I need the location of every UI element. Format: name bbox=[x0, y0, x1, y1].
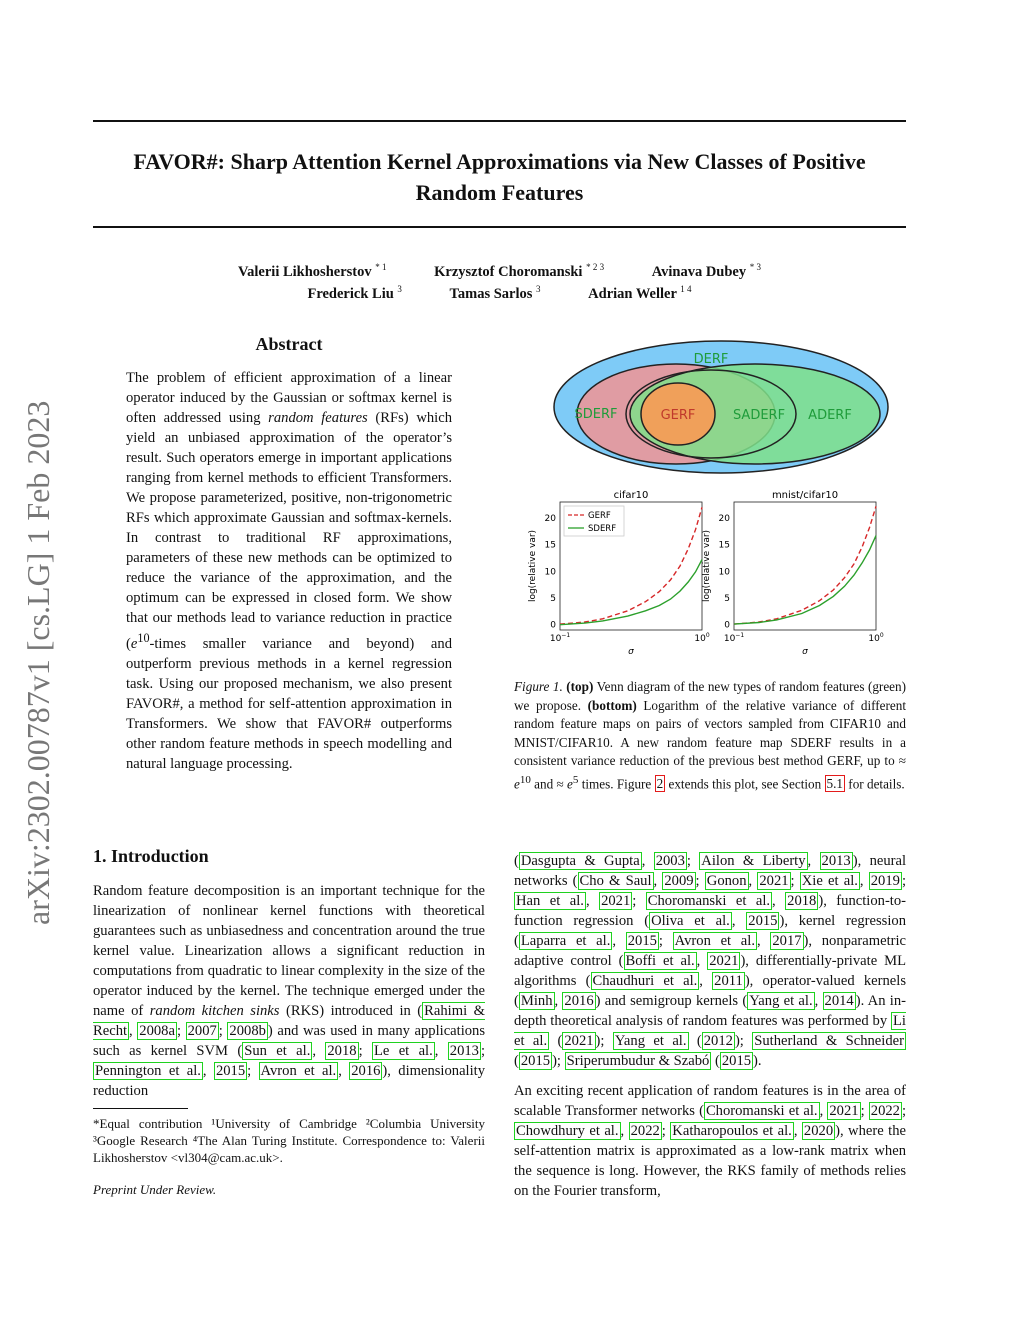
section-heading-introduction: 1. Introduction bbox=[93, 846, 209, 866]
author-affiliation: 3 bbox=[536, 284, 541, 294]
venn-label-gerf: GERF bbox=[660, 408, 696, 423]
venn-label-saderf: SADERF bbox=[732, 408, 786, 423]
author-list-row-1 bbox=[93, 262, 906, 281]
citation-link[interactable]: 2017 bbox=[772, 933, 802, 949]
citation-link[interactable]: Avron et al. bbox=[674, 933, 755, 949]
caption-text: Venn diagram of the new types of random features (green) we propose. bbox=[514, 679, 907, 713]
author-affiliation: * 3 bbox=[749, 262, 761, 272]
citation-link[interactable]: Choromanski et al. bbox=[705, 1103, 818, 1119]
abstract-text: The problem of efficient approximation of a linear operator induced by the Gaussian or softmax kernel is often addressed using bbox=[126, 370, 452, 426]
citation-link[interactable]: Sriperumbudur & Szabó bbox=[566, 1053, 710, 1069]
citation-link[interactable]: 2022 bbox=[630, 1123, 660, 1139]
citation-link[interactable]: Li et al. bbox=[514, 1013, 906, 1049]
citation-link[interactable]: 2014 bbox=[824, 993, 854, 1009]
y-tick-label: 0 bbox=[550, 620, 556, 631]
preprint-notice: Preprint Under Review. bbox=[93, 1182, 217, 1197]
citation-link[interactable]: Sutherland & Schneider bbox=[754, 1033, 904, 1049]
math-exponent: 10 bbox=[137, 631, 150, 645]
body-text: ). An in-depth theoretical analysis of random features was performed by bbox=[514, 993, 906, 1029]
author-item bbox=[307, 284, 401, 303]
citation-link[interactable]: Rahimi & Recht bbox=[93, 1003, 485, 1039]
x-tick-label: $10^0$ bbox=[694, 632, 710, 644]
figure-caption bbox=[514, 678, 906, 793]
body-text: ( bbox=[514, 853, 519, 869]
venn-label-aderf: ADERF bbox=[808, 408, 852, 423]
x-tick-label: $10^{-1}$ bbox=[723, 632, 745, 644]
legend-sderf-label: SDERF bbox=[588, 524, 617, 534]
body-text: ), nonparametric adaptive control ( bbox=[514, 933, 907, 969]
body-text: (RKS) introduced in ( bbox=[285, 1003, 423, 1019]
caption-text: Logarithm of the relative variance of different random feature maps on pairs of vectors sampled from CIFAR10 and MNIST/CIFAR10. A new random feature map SDERF results in a consistent variance reduction of the previous best method GERF, up to ≈ bbox=[514, 697, 907, 768]
author-affiliation: * 1 bbox=[375, 262, 387, 272]
body-text: Random feature decomposition is an important technique for the linearization of nonlinear kernel functions with theoretical guarantees such as unbiasedness and concentration around the true kernel value. Linearization allows a significant reduction in computations from quadratic to linear complexity in the size of the operator induced by the kernel. The technique emerged under the name of bbox=[93, 883, 485, 1019]
author-affiliation: 3 bbox=[397, 284, 402, 294]
caption-bold: (top) bbox=[566, 679, 594, 694]
citation-link[interactable]: 2008a bbox=[139, 1023, 175, 1039]
abstract-emphasis: random features bbox=[268, 410, 368, 426]
abstract-body bbox=[126, 368, 452, 774]
citation-link[interactable]: 2015 bbox=[520, 1053, 551, 1069]
caption-bold: (bottom) bbox=[587, 697, 637, 713]
y-tick-label: 0 bbox=[724, 620, 730, 631]
plot-legend bbox=[564, 506, 624, 536]
math-e: e bbox=[514, 775, 520, 791]
abstract-text: -times smaller variance and beyond) and outperform previous methods in a kernel regression task. Using our proposed mechanism, we also present FAVOR#, a method for self-attention approximation in Transformers. We show that FAVOR# outperforms other random feature methods in speech modelling and natural language processing. bbox=[126, 635, 452, 772]
y-tick-label: 15 bbox=[718, 540, 730, 551]
plot-cifar10 bbox=[528, 490, 710, 657]
right-column-paragraph-1: ( Dasgupta & Gupta , 2003 ; Ailon & Liberty , 2013 ), neural networks ( Cho & Saul , 2009 ; Gonon , 2021 ; Xie et al. , 2019 ; Han et al. , 2021 ; Choromanski et al. , 2018 ), function-to-function regression ( Oliva et al. , 2015 ), kernel regression ( Laparra et al. , 2015 ; Avron et al. , 2017 ), nonparametric adaptive control ( Boffi et al. , 2021 ), differentially-private ML algorithms ( Chaudhuri et al. , 2011 ), operator-valued kernels ( Minh , 2016 ) and semigroup kernels ( Yang et al. , 2014 ). An in-depth theoretical analysis of random features was performed by Li et al. ( 2021 ); Yang et al. ( 2012 ); Sutherland & Schneider ( 2015 ); Sriperumbudur & Szabó ( 2015 ). bbox=[514, 853, 907, 1069]
section-reference-link[interactable]: 5.1 bbox=[826, 775, 843, 791]
body-text: ), function-to-function regression ( bbox=[514, 893, 907, 929]
author-item bbox=[450, 284, 541, 303]
abstract-text: (RFs) which yield an unbiased approximation of the operator’s result. Such operators emerge in important applications ranging from kernel methods to efficient Transformers. We propose parameterized, positive, non-trigonometric RFs which approximate Gaussian and softmax-kernels. In contrast to traditional RF approximations, parameters of these new methods can be optimized to reduce the variance of the approximation, and the optimum can be expressed in closed form. We show that our methods lead to variance reduction in practice ( bbox=[126, 410, 452, 652]
citation-link[interactable]: Yang et al. bbox=[749, 993, 813, 1009]
caption-text: times. Figure bbox=[581, 775, 652, 791]
citation-link[interactable]: 2021 bbox=[601, 893, 631, 909]
body-text: An exciting recent application of random features is in the area of scalable Transformer networks ( bbox=[514, 1083, 906, 1119]
citation-link[interactable]: 2018 bbox=[327, 1043, 357, 1059]
venn-diagram bbox=[548, 336, 894, 476]
footnote-affiliations: *Equal contribution ¹University of Cambridge ²Columbia University ³Google Research ⁴The Alan Turing Institute. Correspondence to: Valerii Likhosherstov <vl304@cam.ac.uk>. bbox=[93, 1116, 485, 1165]
author-affiliation: 1 4 bbox=[680, 284, 692, 294]
body-text: ), operator-valued kernels ( bbox=[514, 973, 906, 1009]
citation-link[interactable]: 2009 bbox=[664, 873, 694, 889]
citation-link[interactable]: 2012 bbox=[703, 1033, 733, 1049]
citation-link[interactable]: Pennington et al. bbox=[95, 1063, 201, 1079]
y-tick-label: 5 bbox=[724, 594, 730, 604]
x-axis-label: σ bbox=[802, 647, 808, 657]
citation-link[interactable]: 2016 bbox=[564, 993, 594, 1009]
citation-link[interactable]: 2021 bbox=[564, 1033, 594, 1049]
math-e: e bbox=[130, 635, 138, 652]
citation-link[interactable]: 2016 bbox=[351, 1063, 381, 1079]
plot-axes-frame bbox=[734, 502, 876, 630]
citation-link[interactable]: Chowdhury et al. bbox=[516, 1123, 619, 1139]
variance-plots bbox=[528, 488, 894, 664]
citation-link[interactable]: 2013 bbox=[449, 1043, 479, 1059]
citation-link[interactable]: 2019 bbox=[870, 873, 900, 889]
citation-link[interactable]: 2013 bbox=[821, 853, 851, 869]
author-list-row-2 bbox=[93, 284, 906, 303]
math-exponent: 10 bbox=[519, 773, 531, 786]
plot-mnist-cifar10 bbox=[702, 490, 884, 657]
body-text: ) and semigroup kernels ( bbox=[595, 993, 748, 1009]
citation-link[interactable]: Katharopoulos et al. bbox=[672, 1123, 792, 1139]
math-e: e bbox=[567, 775, 573, 791]
author-name: Adrian Weller bbox=[588, 285, 677, 302]
citation-link[interactable]: Cho & Saul bbox=[579, 873, 652, 889]
y-tick-labels bbox=[719, 514, 731, 631]
citation-link[interactable]: Chaudhuri et al. bbox=[592, 973, 698, 989]
y-tick-label: 5 bbox=[550, 594, 556, 604]
y-tick-label: 20 bbox=[544, 514, 556, 524]
citation-link[interactable]: 2015 bbox=[627, 933, 657, 949]
abstract-heading: Abstract bbox=[255, 334, 323, 354]
citation-link[interactable]: 2015 bbox=[748, 913, 778, 929]
y-tick-label: 10 bbox=[718, 567, 730, 578]
citation-link[interactable]: Boffi et al. bbox=[625, 953, 695, 969]
author-affiliation: * 2 3 bbox=[586, 262, 605, 272]
citation-link[interactable]: Sun et al. bbox=[244, 1043, 311, 1059]
citation-link[interactable]: Gonon bbox=[706, 873, 747, 889]
citation-link[interactable]: Oliva et al. bbox=[651, 913, 730, 929]
legend-gerf-label: GERF bbox=[588, 511, 611, 521]
body-text: ), dimensionality reduction bbox=[93, 1063, 486, 1099]
y-tick-label: 15 bbox=[544, 540, 556, 551]
citation-link[interactable]: 2021 bbox=[829, 1103, 859, 1119]
x-axis-label: σ bbox=[628, 647, 634, 657]
title-line-2: Random Features bbox=[415, 180, 584, 205]
body-emphasis: random kitchen sinks bbox=[149, 1003, 280, 1019]
x-tick-label: $10^0$ bbox=[868, 632, 884, 644]
plot-title: cifar10 bbox=[613, 490, 649, 501]
citation-link[interactable]: 2003 bbox=[655, 853, 685, 869]
figure-reference-link[interactable]: 2 bbox=[656, 775, 664, 791]
body-text: ), neural networks ( bbox=[514, 853, 907, 889]
title-line-1: FAVOR#: Sharp Attention Kernel Approximations via New Classes of Positive bbox=[133, 149, 866, 174]
citation-link[interactable]: 2022 bbox=[870, 1103, 900, 1119]
author-name: Frederick Liu bbox=[307, 285, 394, 302]
introduction-body: Random feature decomposition is an important technique for the linearization of nonlinear kernel functions with theoretical guarantees such as unbiasedness and concentration around the true kernel value. Linearization allows a significant reduction in computations from quadratic to linear complexity in the size of the operator induced by the kernel. The technique emerged under the name of random kitchen sinks (RKS) introduced in ( Rahimi & Recht , 2008a ; 2007 ; 2008b ) and was used in many applications such as kernel SVM ( Sun et al. , 2018 ; Le et al. , 2013 ; Pennington et al. , 2015 ; Avron et al. , 2016 ), dimensionality reduction bbox=[93, 883, 486, 1099]
venn-label-derf: DERF bbox=[693, 352, 729, 367]
citation-link[interactable]: Yang et al. bbox=[614, 1033, 687, 1049]
y-axis-label: log(relative var) bbox=[702, 529, 712, 603]
math-exponent: 5 bbox=[572, 773, 579, 786]
footnote-rule bbox=[93, 1108, 188, 1109]
citation-link[interactable]: 2008b bbox=[229, 1023, 266, 1039]
citation-link[interactable]: Xie et al. bbox=[801, 873, 858, 889]
y-tick-label: 20 bbox=[718, 514, 730, 524]
citation-link[interactable]: Avron et al. bbox=[260, 1063, 337, 1079]
title-bottom-rule bbox=[93, 226, 906, 228]
citation-link[interactable]: 2020 bbox=[803, 1123, 834, 1139]
body-text: ) and was used in many applications such as kernel SVM ( bbox=[93, 1023, 486, 1059]
body-text: ), where the self-attention matrix is approximated as a low-rank matrix when the sequence is long. However, the RKS family of methods relies on the Fourier transform, bbox=[514, 1123, 906, 1199]
venn-label-sderf: SDERF bbox=[574, 407, 618, 422]
plot-title: mnist/cifar10 bbox=[771, 490, 839, 501]
author-name: Valerii Likhosherstov bbox=[238, 263, 372, 280]
author-name: Avinava Dubey bbox=[651, 263, 747, 280]
citation-link[interactable]: 2015 bbox=[721, 1053, 752, 1069]
caption-text: extends this plot, see Section bbox=[668, 775, 822, 791]
y-tick-labels bbox=[545, 514, 557, 631]
body-text: ), differentially-private ML algorithms ( bbox=[514, 953, 906, 989]
y-tick-label: 10 bbox=[544, 567, 556, 578]
citation-link[interactable]: 2015 bbox=[215, 1063, 246, 1079]
citation-link[interactable]: Dasgupta & Gupta bbox=[520, 853, 640, 869]
caption-label: Figure 1. bbox=[514, 679, 563, 694]
citation-link[interactable]: 2007 bbox=[187, 1023, 217, 1039]
body-text: ), kernel regression ( bbox=[514, 913, 906, 949]
citation-link[interactable]: Ailon & Liberty bbox=[701, 853, 806, 869]
citation-link[interactable]: Choromanski et al. bbox=[647, 893, 771, 909]
author-item bbox=[652, 262, 761, 281]
author-name: Tamas Sarlos bbox=[449, 285, 533, 302]
caption-text: for details. bbox=[848, 775, 905, 791]
citation-link[interactable]: Laparra et al. bbox=[520, 933, 611, 949]
right-column-paragraph-2: An exciting recent application of random features is in the area of scalable Transformer networks ( Choromanski et al. , 2021 ; 2022 ; Chowdhury et al. , 2022 ; Katharopoulos et al. , 2020 ), where the self-attention matrix is approximated as a low-rank matrix when the sequence is long. However, the RKS family of methods relies on the Fourier transform, bbox=[514, 1083, 907, 1199]
author-item bbox=[238, 262, 386, 281]
citation-link[interactable]: Han et al. bbox=[516, 893, 584, 909]
x-tick-label: $10^{-1}$ bbox=[549, 632, 571, 644]
caption-text: and ≈ bbox=[534, 775, 564, 791]
citation-link[interactable]: Le et al. bbox=[373, 1043, 433, 1059]
y-axis-label: log(relative var) bbox=[528, 529, 538, 603]
author-name: Krzysztof Choromanski bbox=[434, 263, 583, 280]
title-top-rule bbox=[93, 120, 906, 122]
author-item bbox=[434, 262, 604, 281]
arxiv-identifier: arXiv:2302.00787v1 [cs.LG] 1 Feb 2023 bbox=[20, 400, 56, 925]
author-item bbox=[588, 284, 691, 303]
citation-link[interactable]: 2021 bbox=[759, 873, 789, 889]
citation-link[interactable]: 2021 bbox=[709, 953, 739, 969]
citation-link[interactable]: Minh bbox=[520, 993, 553, 1009]
citation-link[interactable]: 2011 bbox=[714, 973, 743, 989]
paper-title bbox=[93, 146, 906, 208]
citation-link[interactable]: 2018 bbox=[787, 893, 817, 909]
